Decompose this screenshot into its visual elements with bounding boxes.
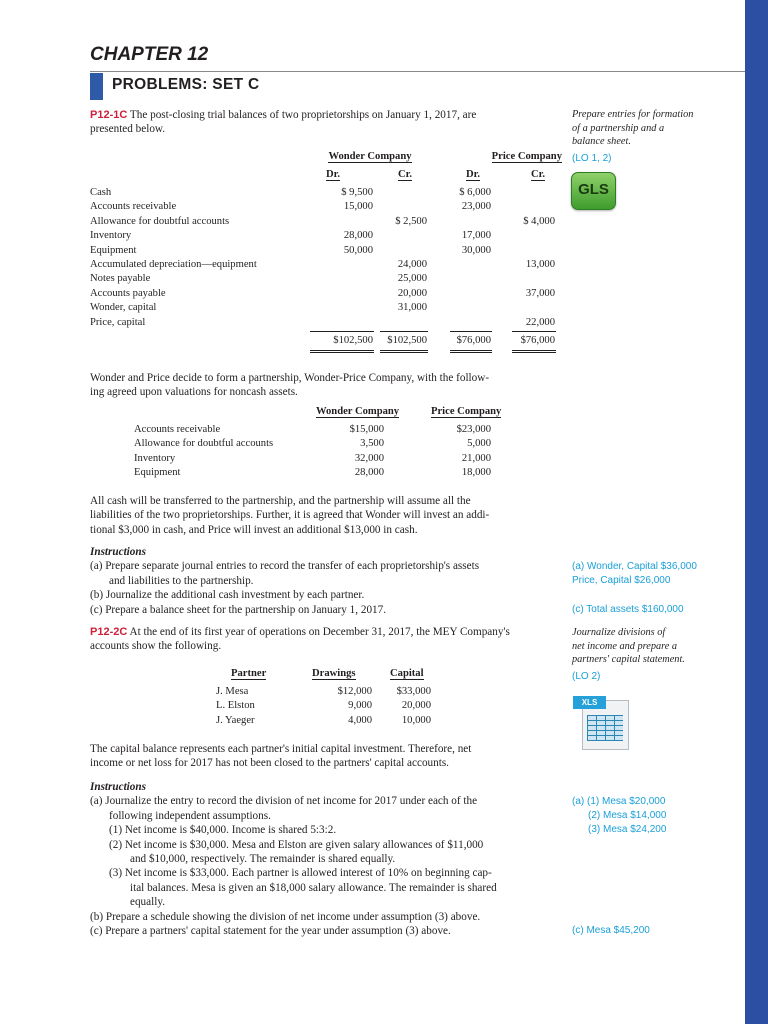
tb-price-dr: 17,000 [461,230,491,242]
p2-answer-a1: (a) (1) Mesa $20,000 [572,796,666,807]
tb-double-rule [450,350,492,353]
tb-wonder-dr: 15,000 [343,201,373,213]
partner-name: J. Mesa [216,686,249,697]
partner-name: J. Yaeger [216,714,255,726]
p1-margin-line1: Prepare entries for formation [572,109,694,120]
tb-rule [310,331,374,332]
p1-paragraph3 [90,494,560,537]
tb-double-rule [310,350,374,353]
partner-capital: 20,000 [401,700,431,712]
p1-intro-line2: presented below. [90,123,166,136]
tb-price-dr: 23,000 [461,201,491,213]
page-edge-bar [745,0,768,1024]
p2-inst-3-line3: equally. [130,896,165,909]
p2-answer-a2: (2) Mesa $14,000 [588,810,667,821]
p2-inst-2-line2: and $10,000, respectively. The remainder is shared equally. [130,853,396,866]
p1-answer-a-line2: Price, Capital $26,000 [572,575,671,586]
p1-inst-c: (c) Prepare a balance sheet for the partnership on January 1, 2017. [90,603,387,616]
p1-para2-line1: Wonder and Price decide to form a partnership, Wonder-Price Company, with the follow- [90,372,490,384]
p1-margin-line2: of a partnership and a [572,122,665,134]
p2-label: P12-2C [90,626,128,638]
tb-account-label: Accounts payable [90,287,166,299]
tb-price-dr: $ 6,000 [459,187,491,198]
tb-total-price-dr: $76,000 [456,335,491,346]
section-title: PROBLEMS: SET C [112,76,260,93]
p2-instructions-heading: Instructions [90,781,146,793]
gls-icon[interactable] [571,172,616,210]
p2-margin-note [572,626,732,667]
p2-margin-line3: partners' capital statement. [572,654,685,665]
tb-price-cr: $ 4,000 [523,215,555,227]
p1-answer-a-line1: (a) Wonder, Capital $36,000 [572,561,697,572]
p2-inst-a-line1: (a) Journalize the entry to record the division of net income for 2017 under each of the [90,795,478,808]
gls-label: GLS [578,181,609,198]
tb-total-price-cr: $76,000 [520,335,555,346]
p2-instructions [90,780,560,938]
p2-intro [90,625,560,654]
val-wonder: $15,000 [349,424,384,435]
tb-rule [380,331,428,332]
val-header-price: Price Company [431,406,502,417]
p2-answer-a3: (3) Mesa $24,200 [588,824,667,835]
p1-answer-c: (c) Total assets $160,000 [572,604,684,615]
partner-name: L. Elston [216,700,255,712]
partner-capital: $33,000 [396,686,431,697]
val-item-label: Accounts receivable [134,424,221,435]
tb-wonder-dr: $ 9,500 [341,187,373,198]
p2-intro-line1: At the end of its first year of operations on December 31, 2017, the MEY Company's [129,626,510,638]
val-item-label: Allowance for doubtful accounts [134,438,274,450]
tb-wonder-cr: $ 2,500 [395,215,427,227]
tb-wonder-cr: 31,000 [397,302,427,314]
chapter-heading: CHAPTER 12 [90,44,209,65]
val-price: $23,000 [456,424,491,435]
val-wonder: 32,000 [354,452,384,464]
p1-label: P12-1C [90,109,128,121]
tb-total-wonder-cr: $102,500 [387,335,427,346]
tb-account-label: Equipment [90,244,137,256]
tb-account-label: Accumulated depreciation—equipment [90,259,257,270]
tb-account-label: Notes payable [90,273,151,285]
p2-inst-3-line2: ital balances. Mesa is given an $18,000 salary allowance. The remainder is shared [130,881,497,894]
tb-account-label: Accounts receivable [90,201,177,213]
tb-header-price-cr: Cr. [531,169,546,180]
p1-para3-line1: All cash will be transferred to the partnership, and the partnership will assume all the [90,495,471,507]
section-marker [90,73,103,100]
val-wonder: 3,500 [360,438,384,450]
tb-price-cr: 37,000 [525,287,555,299]
tb-double-rule [380,350,428,353]
p1-margin-note [572,108,732,149]
capital-header: Capital [390,668,424,679]
drawings-header: Drawings [312,668,356,679]
tb-wonder-dr: 50,000 [343,244,373,256]
p2-answer-a [572,795,666,837]
p2-answer-c: (c) Mesa $45,200 [572,925,650,936]
tb-header-wonder-cr: Cr. [398,169,413,180]
p2-inst-c: (c) Prepare a partners' capital statement for the year under assumption (3) above. [90,925,451,938]
val-price: 5,000 [467,438,491,450]
p1-para3-line2: liabilities of the two proprietorships. Further, it is agreed that Wonder will invest an addi- [90,509,490,522]
tb-rule [512,331,556,332]
tb-account-label: Allowance for doubtful accounts [90,215,230,227]
p1-margin-line3: balance sheet. [572,136,631,147]
p2-inst-2-line1: (2) Net income is $30,000. Mesa and Elston are given salary allowances of $11,000 [109,838,484,851]
p2-inst-1: (1) Net income is $40,000. Income is shared 5:3:2. [109,824,337,837]
val-price: 21,000 [461,452,491,464]
p1-inst-b: (b) Journalize the additional cash investment by each partner. [90,589,365,602]
tb-header-wonder-dr: Dr. [326,169,341,180]
tb-header-price: Price Company [491,151,562,162]
p1-answer-a [572,560,697,588]
val-item-label: Equipment [134,467,181,479]
p2-learning-objective: (LO 2) [572,671,601,682]
p1-instructions-heading: Instructions [90,546,146,558]
tb-price-cr: 13,000 [525,259,555,270]
p2-paragraph [90,742,560,771]
val-price: 18,000 [461,467,491,479]
header-rule [90,71,745,72]
tb-price-cr: 22,000 [525,316,555,328]
p1-instructions [90,545,560,617]
p2-inst-b: (b) Prepare a schedule showing the division of net income under assumption (3) above. [90,910,481,923]
val-item-label: Inventory [134,452,176,464]
tb-header-price-dr: Dr. [466,169,481,180]
tb-wonder-cr: 20,000 [397,287,427,299]
tb-wonder-cr: 24,000 [397,259,427,270]
tb-price-dr: 30,000 [461,244,491,256]
p1-paragraph2 [90,371,560,400]
p2-intro-line2: accounts show the following. [90,640,222,653]
p2-para-line1: The capital balance represents each partner's initial capital investment. Therefore, net [90,743,472,755]
p1-inst-a-line2: and liabilities to the partnership. [109,574,254,587]
p1-intro-line1: The post-closing trial balances of two proprietorships on January 1, 2017, are [129,109,477,121]
p2-margin-line2: net income and prepare a [572,640,678,652]
p1-inst-a-line1: (a) Prepare separate journal entries to record the transfer of each proprietorship's assets [90,560,480,573]
partner-capital: 10,000 [401,714,431,726]
xls-label: XLS [573,696,606,709]
val-wonder: 28,000 [354,467,384,479]
tb-account-label: Inventory [90,230,132,242]
tb-double-rule [512,350,556,353]
tb-total-wonder-dr: $102,500 [333,335,373,346]
tb-rule [450,331,492,332]
p1-learning-objective: (LO 1, 2) [572,153,612,164]
tb-wonder-cr: 25,000 [397,273,427,285]
tb-wonder-dr: 28,000 [343,230,373,242]
val-header-wonder: Wonder Company [316,406,400,417]
p2-para-line2: income or net loss for 2017 has not been closed to the partners' capital accounts. [90,757,449,770]
partner-drawings: 9,000 [348,700,372,712]
tb-account-label: Price, capital [90,316,146,328]
tb-account-label: Wonder, capital [90,302,157,314]
p1-para3-line3: tional $3,000 in cash, and Price will invest an additional $13,000 in cash. [90,523,418,536]
tb-header-wonder: Wonder Company [328,151,412,162]
p2-margin-line1: Journalize divisions of [572,627,666,638]
p2-inst-3-line1: (3) Net income is $33,000. Each partner is allowed interest of 10% on beginning cap- [109,867,492,880]
p2-inst-a-line2: following independent assumptions. [109,809,271,822]
p1-intro [90,108,560,137]
tb-account-label: Cash [90,187,112,198]
partner-drawings: $12,000 [337,686,372,697]
partner-drawings: 4,000 [348,714,372,726]
partner-header: Partner [231,668,267,679]
p1-para2-line2: ing agreed upon valuations for noncash assets. [90,386,298,399]
